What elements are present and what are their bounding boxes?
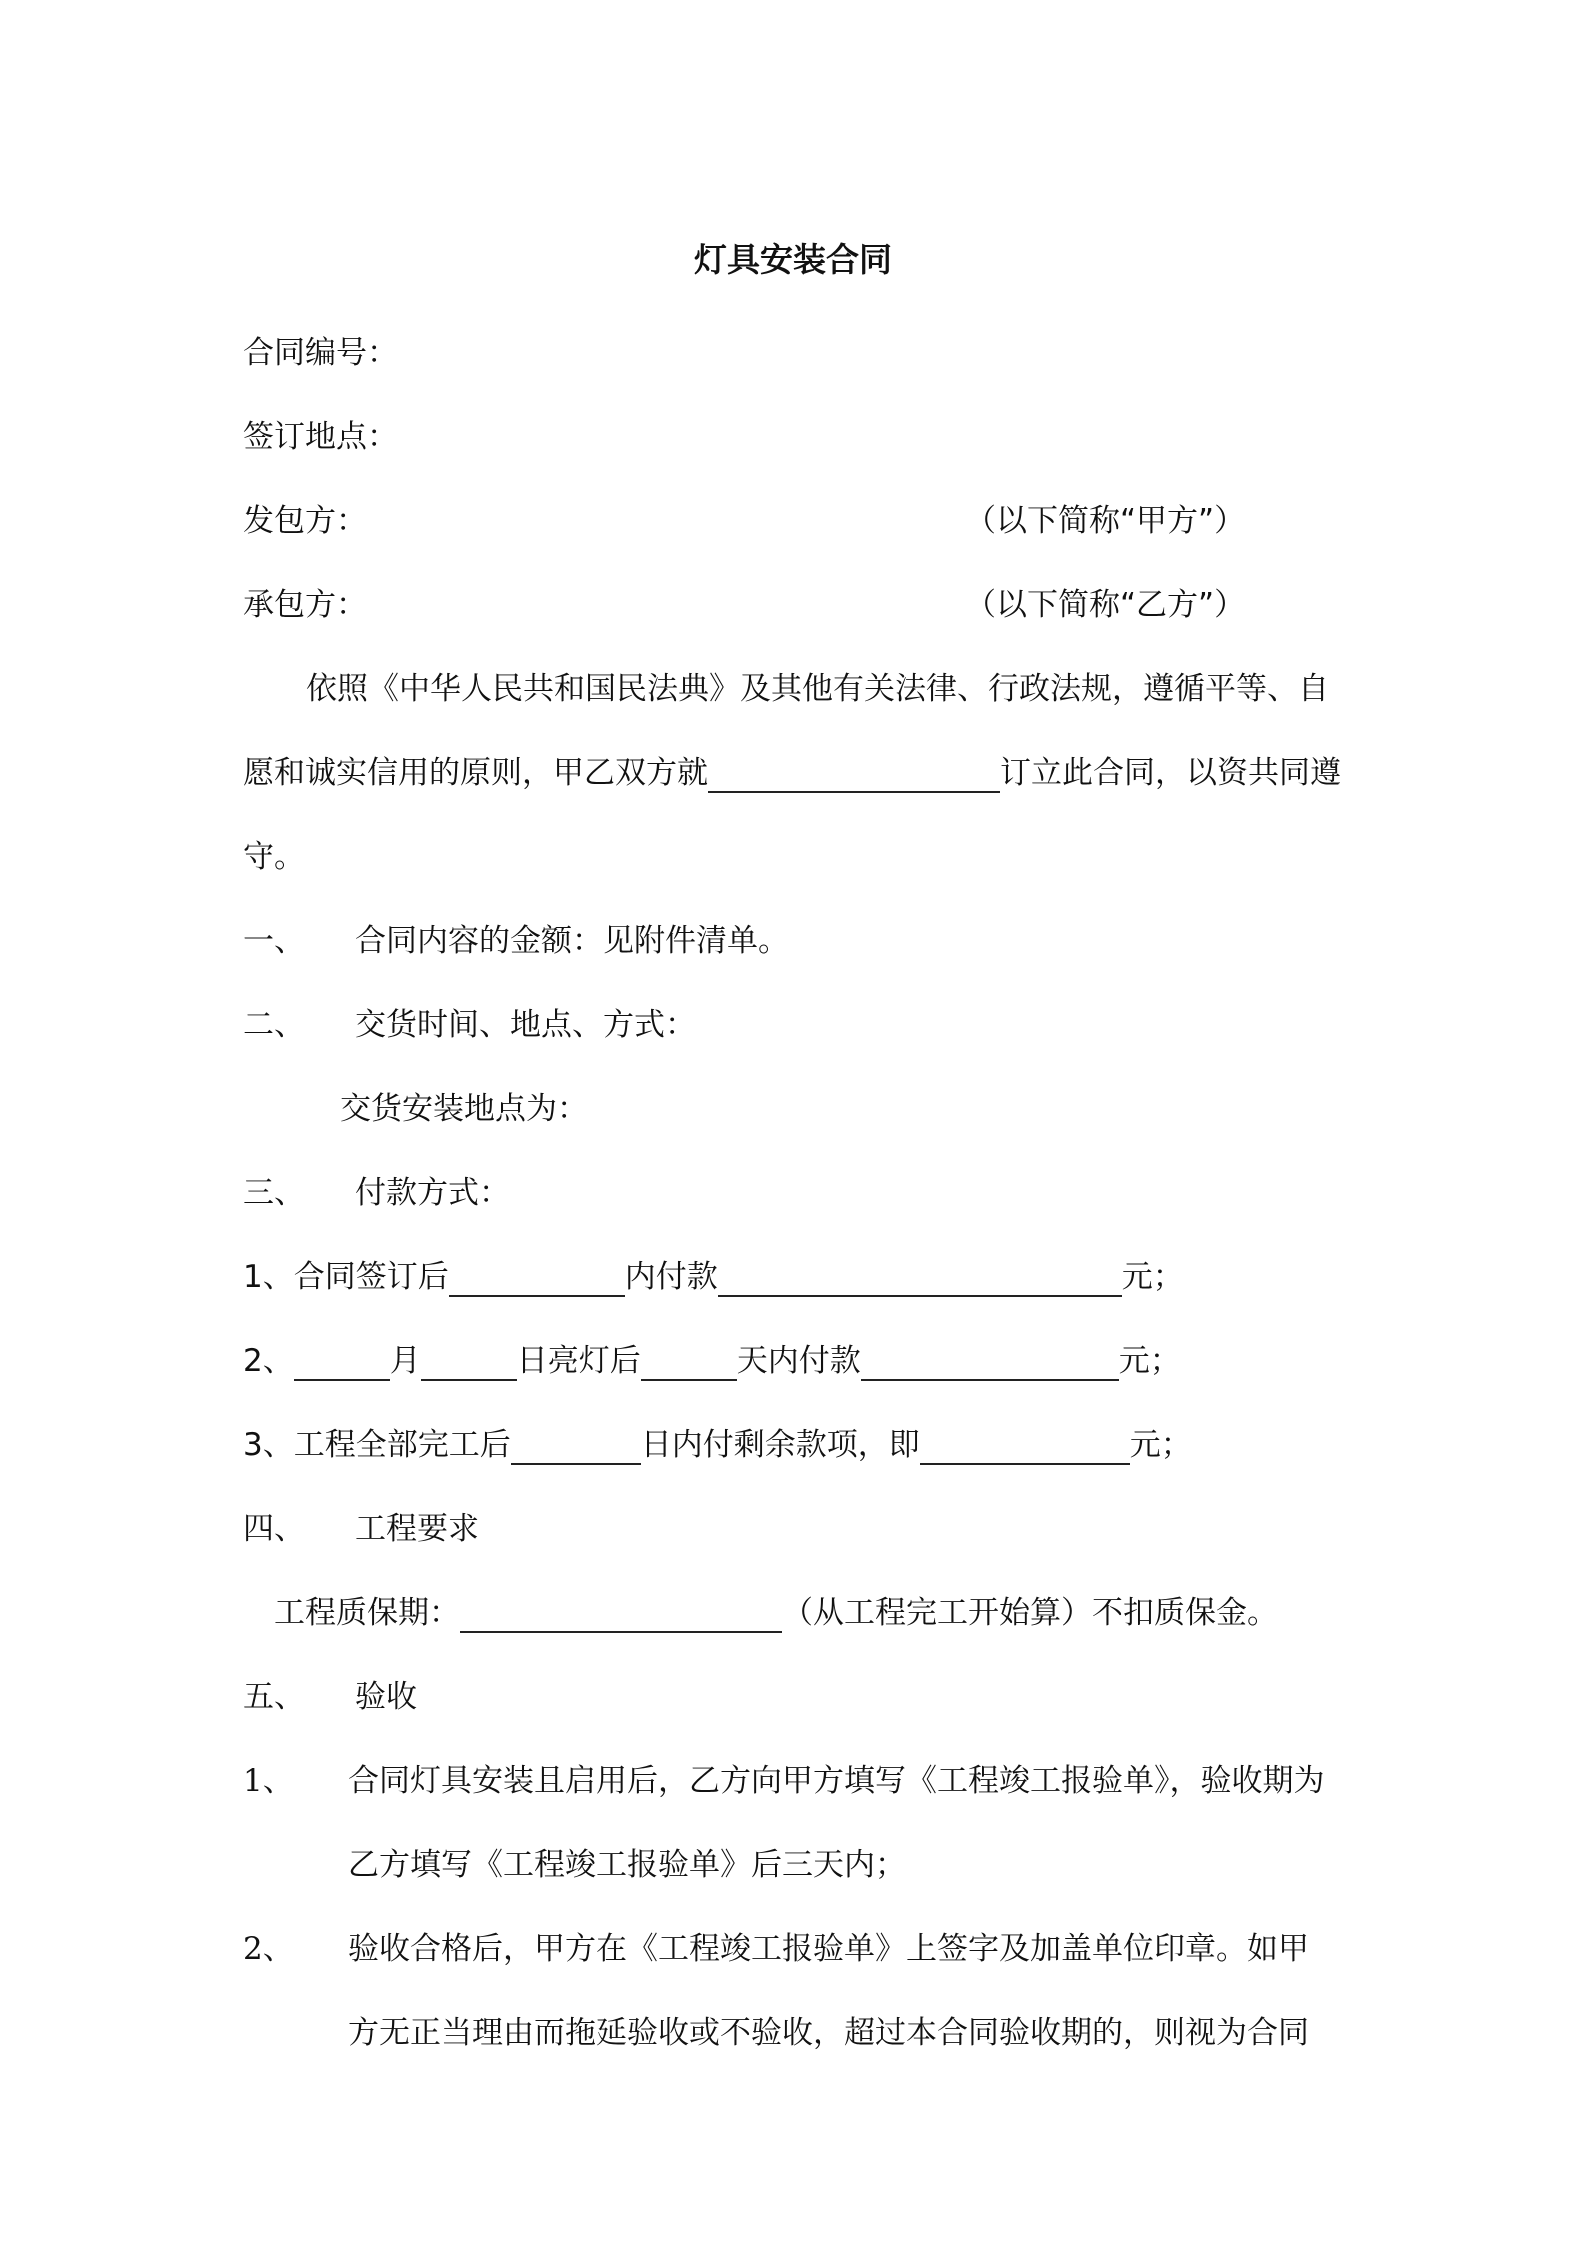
- acceptance-1-line-2: 乙方填写《工程竣工报验单》后三天内；: [348, 1847, 906, 1883]
- section-4-text: 工程要求: [355, 1511, 479, 1547]
- payment-2-day-blank[interactable]: [421, 1345, 517, 1381]
- acceptance-2-number: 2、: [243, 1931, 294, 1967]
- acceptance-1-number: 1、: [243, 1763, 294, 1799]
- preamble-line-1: 依照《中华人民共和国民法典》及其他有关法律、行政法规，遵循平等、自: [306, 671, 1329, 707]
- payment-2-c: 日亮灯后: [516, 1343, 641, 1379]
- section-1-number: 一、: [243, 923, 305, 959]
- payment-1-amount-blank[interactable]: [718, 1261, 1122, 1297]
- payment-1-a: 1、合同签订后: [243, 1259, 449, 1295]
- section-5-text: 验收: [355, 1679, 417, 1715]
- payment-1-days-blank[interactable]: [449, 1261, 625, 1297]
- section-4: [243, 1509, 479, 1549]
- warranty-note: （从工程完工开始算）不扣质保金。: [782, 1595, 1278, 1631]
- warranty-blank[interactable]: [460, 1597, 782, 1633]
- section-3: [243, 1173, 510, 1213]
- party-b-alias: （以下简称“乙方”）: [965, 587, 1246, 623]
- preamble-line-2-b: 订立此合同，以资共同遵: [1000, 755, 1341, 791]
- payment-item-2: [243, 1341, 1181, 1381]
- acceptance-2-line-1: 验收合格后，甲方在《工程竣工报验单》上签字及加盖单位印章。如甲: [348, 1931, 1309, 1967]
- preamble-line-2: [243, 753, 1341, 793]
- warranty-line: [274, 1593, 1278, 1633]
- payment-1-c: 元；: [1121, 1259, 1184, 1295]
- payment-3-amount-blank[interactable]: [920, 1429, 1130, 1465]
- contract-number-label: 合同编号：: [243, 335, 398, 371]
- party-b-label: 承包方：: [243, 587, 367, 623]
- payment-3-b: 日内付剩余款项，即: [640, 1427, 920, 1463]
- section-3-number: 三、: [243, 1175, 305, 1211]
- acceptance-item-2: [243, 1929, 1309, 1969]
- section-5-number: 五、: [243, 1679, 305, 1715]
- document-title: 灯具安装合同: [694, 240, 892, 279]
- payment-2-days-blank[interactable]: [641, 1345, 737, 1381]
- payment-2-month-blank[interactable]: [294, 1345, 390, 1381]
- section-1-text: 合同内容的金额：见附件清单。: [355, 923, 789, 959]
- warranty-label: 工程质保期：: [274, 1595, 460, 1631]
- preamble-line-2-a: 愿和诚实信用的原则，甲乙双方就: [243, 755, 708, 791]
- payment-2-e: 元；: [1118, 1343, 1181, 1379]
- payment-2-d: 天内付款: [736, 1343, 861, 1379]
- party-a-alias: （以下简称“甲方”）: [965, 503, 1246, 539]
- acceptance-1-line-1: 合同灯具安装且启用后，乙方向甲方填写《工程竣工报验单》，验收期为: [348, 1763, 1325, 1799]
- section-5: [243, 1677, 417, 1717]
- section-3-text: 付款方式：: [355, 1175, 510, 1211]
- payment-2-b: 月: [389, 1343, 421, 1379]
- section-1: [243, 921, 789, 961]
- payment-3-c: 元；: [1129, 1427, 1192, 1463]
- payment-1-b: 内付款: [624, 1259, 718, 1295]
- party-a-label: 发包方：: [243, 503, 367, 539]
- section-2-number: 二、: [243, 1007, 305, 1043]
- payment-3-days-blank[interactable]: [511, 1429, 641, 1465]
- payment-3-a: 3、工程全部完工后: [243, 1427, 511, 1463]
- payment-2-amount-blank[interactable]: [861, 1345, 1119, 1381]
- payment-item-1: [243, 1257, 1184, 1297]
- sign-place-label: 签订地点：: [243, 419, 398, 455]
- section-2: [243, 1005, 696, 1045]
- section-2-text: 交货时间、地点、方式：: [355, 1007, 696, 1043]
- section-4-number: 四、: [243, 1511, 305, 1547]
- payment-item-3: [243, 1425, 1192, 1465]
- acceptance-item-1: [243, 1761, 1325, 1801]
- subject-blank[interactable]: [708, 757, 1000, 793]
- preamble-line-3: 守。: [243, 839, 305, 875]
- payment-2-a: 2、: [243, 1343, 294, 1379]
- delivery-place-label: 交货安装地点为：: [340, 1091, 588, 1127]
- acceptance-2-line-2: 方无正当理由而拖延验收或不验收，超过本合同验收期的，则视为合同: [348, 2015, 1309, 2051]
